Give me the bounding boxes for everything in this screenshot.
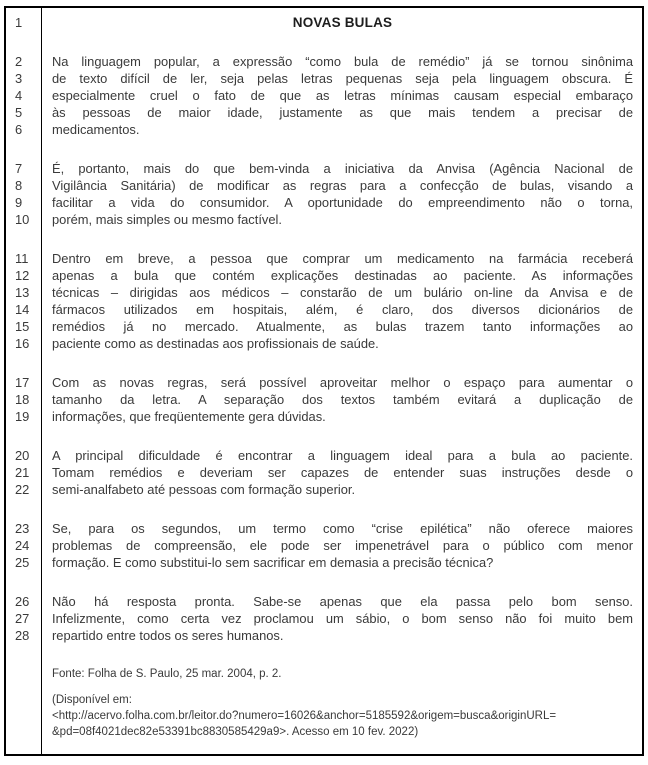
- text-line-row: [6, 177, 642, 194]
- line-number: 19: [6, 408, 42, 425]
- line-number: [6, 352, 42, 374]
- text-line: informações, que freqüentemente gera dúvidas.: [52, 409, 326, 424]
- text-line: tamanho da letra. A separação dos textos também evitará a duplicação de: [52, 392, 633, 407]
- line-number: [6, 724, 42, 740]
- text-line-row: [6, 554, 642, 571]
- availability-note-line: (Disponível em:: [52, 694, 132, 706]
- text-line-row: [6, 211, 642, 228]
- line-number: 3: [6, 70, 42, 87]
- text-line-row: [6, 160, 642, 177]
- line-number: 26: [6, 593, 42, 610]
- text-line: [42, 682, 642, 692]
- line-number: 13: [6, 284, 42, 301]
- text-line: [42, 31, 642, 53]
- availability-row: [6, 724, 642, 740]
- line-number: 17: [6, 374, 42, 391]
- text-line-row: [6, 520, 642, 537]
- text-line: [42, 138, 642, 160]
- line-number: 28: [6, 627, 42, 644]
- text-line-row: [6, 301, 642, 318]
- line-number: 1: [6, 14, 42, 31]
- text-line: Se, para os segundos, um termo como “crise epilética” não oferece maiores: [52, 521, 633, 536]
- text-line: remédios já no mercado. Atualmente, as bulas trazem tanto informações ao: [52, 319, 633, 334]
- line-number: [6, 692, 42, 708]
- text-line: paciente como as destinadas aos profissionais de saúde.: [52, 336, 379, 351]
- text-line-row: [6, 481, 642, 498]
- line-number: 8: [6, 177, 42, 194]
- line-number: [6, 666, 42, 682]
- text-line: facilitar a vida do consumidor. A oportunidade do empreendimento não o torna,: [52, 195, 633, 210]
- spacer-row: [6, 138, 642, 160]
- line-number: 11: [6, 250, 42, 267]
- spacer-row: [6, 352, 642, 374]
- text-line: técnicas – dirigidas aos médicos – constarão de um bulário on-line da Anvisa e de: [52, 285, 633, 300]
- line-number: [6, 571, 42, 593]
- text-line: A principal dificuldade é encontrar a linguagem ideal para a bula ao paciente.: [52, 448, 633, 463]
- text-line: Vigilância Sanitária) de modificar as regras para a confecção de bulas, visando a: [52, 178, 633, 193]
- text-line-row: [6, 53, 642, 70]
- line-number: 9: [6, 194, 42, 211]
- line-number: 18: [6, 391, 42, 408]
- text-line: [42, 571, 642, 593]
- line-number: 5: [6, 104, 42, 121]
- text-line: [42, 740, 642, 754]
- availability-note-line: &pd=08f4021dec82e53391bc8830585429a9>. Acesso em 10 fev. 2022): [52, 726, 419, 738]
- document-frame: [4, 6, 644, 756]
- line-number: [6, 228, 42, 250]
- document-title: NOVAS BULAS: [292, 15, 393, 30]
- source-citation: Fonte: Folha de S. Paulo, 25 mar. 2004, p. 2.: [52, 668, 282, 680]
- text-line: [42, 498, 642, 520]
- line-number: [6, 498, 42, 520]
- text-line: formação. E como substitui-lo sem sacrificar em demasia a precisão técnica?: [52, 555, 494, 570]
- line-number: 25: [6, 554, 42, 571]
- spacer-row: [6, 228, 642, 250]
- line-number: [6, 138, 42, 160]
- text-line-row: [6, 374, 642, 391]
- line-number: [6, 425, 42, 447]
- text-line-row: [6, 250, 642, 267]
- spacer-row: [6, 425, 642, 447]
- text-line-row: [6, 104, 642, 121]
- line-number: 14: [6, 301, 42, 318]
- text-line: semi-analfabeto até pessoas com formação superior.: [52, 482, 356, 497]
- text-line: problemas de compreensão, ele pode ser impenetrável para o público com menor: [52, 538, 633, 553]
- text-line-row: [6, 70, 642, 87]
- spacer-row: [6, 644, 642, 666]
- text-line: porém, mais simples ou mesmo factível.: [52, 212, 282, 227]
- line-number: 20: [6, 447, 42, 464]
- text-line: Dentro em breve, a pessoa que comprar um medicamento na farmácia receberá: [52, 251, 633, 266]
- source-row: [6, 666, 642, 682]
- text-line-row: [6, 335, 642, 352]
- line-number: 22: [6, 481, 42, 498]
- text-line: Não há resposta pronta. Sabe-se apenas que ela passa pelo bom senso.: [52, 594, 633, 609]
- text-line: às pessoas de maior idade, justamente as que mais tendem a precisar de: [52, 105, 633, 120]
- text-line: [42, 352, 642, 374]
- spacer-row: [6, 31, 642, 53]
- line-number: [6, 708, 42, 724]
- line-number: [6, 644, 42, 666]
- text-line-row: [6, 284, 642, 301]
- spacer-row: [6, 740, 642, 754]
- text-line: medicamentos.: [52, 122, 140, 137]
- text-line: [42, 228, 642, 250]
- title-row: [6, 14, 642, 31]
- text-line-row: [6, 464, 642, 481]
- text-line: especialmente cruel o fato de que as letras mínimas causam especial embaraço: [52, 88, 633, 103]
- text-line-row: [6, 537, 642, 554]
- line-number: [6, 682, 42, 692]
- text-line-row: [6, 593, 642, 610]
- text-line-row: [6, 408, 642, 425]
- text-line: apenas a bula que contém explicações destinadas ao paciente. As informações: [52, 268, 633, 283]
- text-line: [42, 644, 642, 666]
- text-line-row: [6, 121, 642, 138]
- text-line-row: [6, 194, 642, 211]
- line-number: 21: [6, 464, 42, 481]
- text-line: fármacos utilizados em hospitais, além, é claro, dos diversos dicionários de: [52, 302, 633, 317]
- availability-row: [6, 692, 642, 708]
- text-line: É, portanto, mais do que bem-vinda a iniciativa da Anvisa (Agência Nacional de: [52, 161, 633, 176]
- spacer-row: [6, 571, 642, 593]
- line-number: 16: [6, 335, 42, 352]
- line-number: 2: [6, 53, 42, 70]
- line-number: 27: [6, 610, 42, 627]
- availability-note-line: <http://acervo.folha.com.br/leitor.do?numero=16026&anchor=5185592&origem=busca&originURL=: [52, 710, 557, 722]
- line-number: 23: [6, 520, 42, 537]
- spacer-row: [6, 498, 642, 520]
- line-number: 4: [6, 87, 42, 104]
- text-line-row: [6, 267, 642, 284]
- text-line-row: [6, 87, 642, 104]
- text-line-row: [6, 318, 642, 335]
- line-number: 6: [6, 121, 42, 138]
- line-number: 24: [6, 537, 42, 554]
- text-line: Infelizmente, como certa vez proclamou um sábio, o bom senso não foi muito bem: [52, 611, 633, 626]
- line-number: 10: [6, 211, 42, 228]
- text-line: Com as novas regras, será possível aproveitar melhor o espaço para aumentar o: [52, 375, 633, 390]
- spacer-row: [6, 682, 642, 692]
- line-number: [6, 31, 42, 53]
- line-number: 15: [6, 318, 42, 335]
- line-number: [6, 740, 42, 754]
- text-line: Na linguagem popular, a expressão “como bula de remédio” já se tornou sinônima: [52, 54, 633, 69]
- text-line-row: [6, 610, 642, 627]
- text-line: [42, 425, 642, 447]
- text-line: repartido entre todos os seres humanos.: [52, 628, 284, 643]
- text-line-row: [6, 627, 642, 644]
- text-line-row: [6, 391, 642, 408]
- text-line: Tomam remédios e deveriam ser capazes de entender suas instruções desde o: [52, 465, 633, 480]
- availability-row: [6, 708, 642, 724]
- text-line-row: [6, 447, 642, 464]
- line-number: 7: [6, 160, 42, 177]
- line-number: 12: [6, 267, 42, 284]
- text-line: de texto difícil de ler, seja pelas letras pequenas seja pela linguagem obscura. É: [52, 71, 633, 86]
